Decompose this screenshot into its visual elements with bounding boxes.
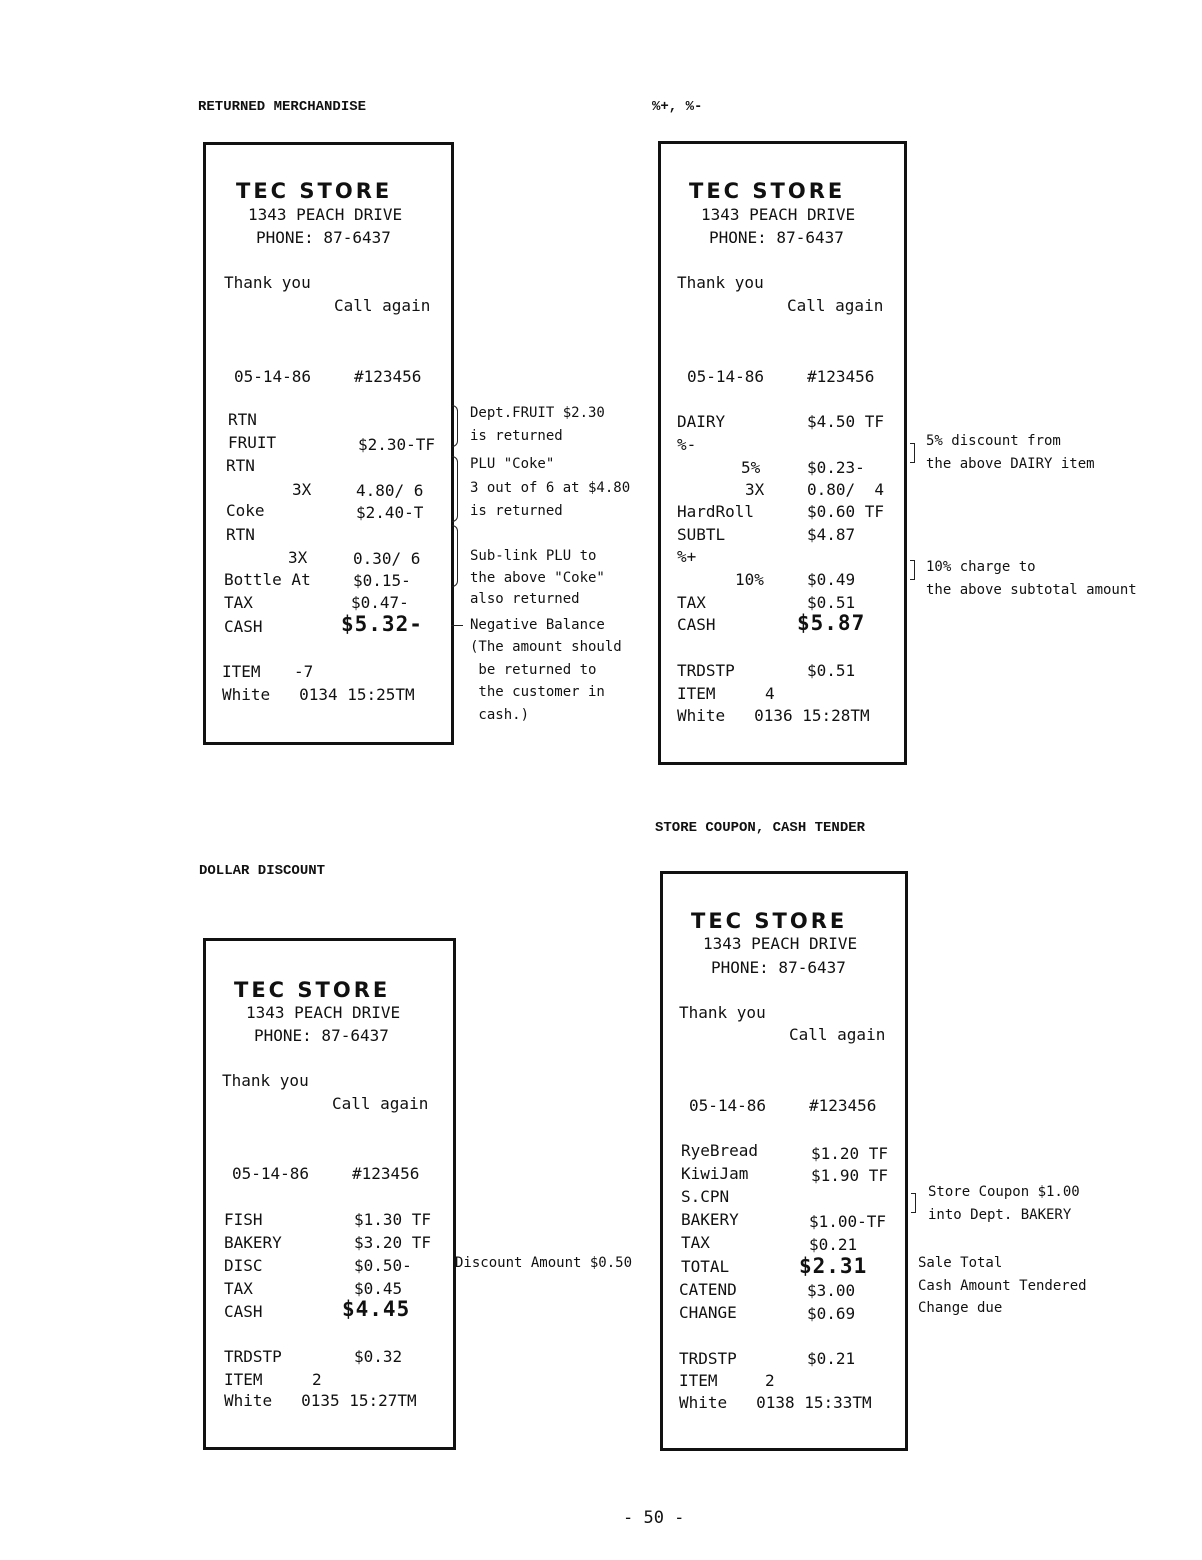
line-value: $0.23- <box>807 458 865 477</box>
item-count: 4 <box>765 684 775 703</box>
line-label: CASH <box>224 617 263 636</box>
line-value: $0.21 <box>809 1235 858 1254</box>
receipt-number: #123456 <box>807 367 875 386</box>
line-value: $0.50- <box>354 1256 412 1275</box>
note-line: Sub-link PLU to <box>470 548 597 564</box>
receipt-date: 05-14-86 <box>234 367 312 386</box>
receipt-number: #123456 <box>354 367 422 386</box>
receipt-date: 05-14-86 <box>689 1096 767 1115</box>
trdstp-value: $0.32 <box>354 1347 403 1366</box>
note-line: also returned <box>470 591 580 607</box>
note-line: Store Coupon $1.00 <box>928 1184 1080 1200</box>
store-address: 1343 PEACH DRIVE <box>701 205 856 224</box>
line-label: RTN <box>226 456 255 475</box>
store-name: TEC STORE <box>689 179 846 203</box>
line-value: $1.30 TF <box>354 1210 432 1229</box>
brace-coke <box>452 456 458 522</box>
note-line: is returned <box>470 428 563 444</box>
call-again: Call again <box>789 1025 886 1044</box>
bracket-charge <box>910 560 915 580</box>
receipt-returned <box>203 142 454 745</box>
note-line: the customer in <box>470 684 605 700</box>
section-title-percent: %+, %- <box>652 99 703 115</box>
line-label: SUBTL <box>677 525 726 544</box>
line-label: 3X <box>288 548 308 567</box>
line-label: CASH <box>677 615 716 634</box>
line-value: $0.15- <box>353 571 411 590</box>
cash-total: $5.87 <box>797 611 866 635</box>
call-again: Call again <box>787 296 884 315</box>
line-label: Bottle At <box>224 570 311 589</box>
line-value: $3.00 <box>807 1281 856 1300</box>
item-count: -7 <box>294 662 314 681</box>
trdstp-label: TRDSTP <box>679 1349 737 1368</box>
cash-total: $4.45 <box>342 1297 411 1321</box>
brace-fruit <box>452 405 458 447</box>
note-line: the above DAIRY item <box>926 456 1095 472</box>
store-address: 1343 PEACH DRIVE <box>248 205 403 224</box>
call-again: Call again <box>332 1094 429 1113</box>
line-label: RTN <box>228 410 257 429</box>
note-line: Dept.FRUIT $2.30 <box>470 405 605 421</box>
line-label: 3X <box>745 480 765 499</box>
receipt-date: 05-14-86 <box>687 367 765 386</box>
store-name: TEC STORE <box>236 179 393 203</box>
call-again: Call again <box>334 296 431 315</box>
trdstp-label: TRDSTP <box>224 1347 282 1366</box>
sale-total: $2.31 <box>799 1254 868 1278</box>
line-label: TAX <box>681 1233 710 1252</box>
line-value: $4.50 TF <box>807 412 885 431</box>
note-line: the above "Coke" <box>470 570 605 586</box>
store-phone: PHONE: 87-6437 <box>709 228 844 247</box>
item-label: ITEM <box>224 1370 263 1389</box>
line-value: $4.87 <box>807 525 856 544</box>
note-line: 10% charge to <box>926 559 1036 575</box>
line-value: $0.47- <box>351 593 409 612</box>
note-line: (The amount should <box>470 639 622 655</box>
store-phone: PHONE: 87-6437 <box>256 228 391 247</box>
store-name: TEC STORE <box>234 978 391 1002</box>
negative-balance-pointer <box>451 625 463 626</box>
receipt-footer: White 0136 15:28TM <box>677 706 870 725</box>
line-label: BAKERY <box>681 1210 739 1229</box>
line-value: $0.49 <box>807 570 856 589</box>
line-value: 0.80/ 4 <box>807 480 885 499</box>
receipt-date: 05-14-86 <box>232 1164 310 1183</box>
note-sale-total: Sale Total <box>918 1255 1003 1271</box>
line-value: 4.80/ 6 <box>356 481 424 500</box>
note-line: is returned <box>470 503 563 519</box>
item-label: ITEM <box>677 684 716 703</box>
receipt-number: #123456 <box>352 1164 420 1183</box>
line-label: Coke <box>226 501 265 520</box>
receipt-percent <box>658 141 907 765</box>
receipt-coupon <box>660 871 908 1451</box>
section-title-coupon: STORE COUPON, CASH TENDER <box>655 820 866 836</box>
item-label: ITEM <box>222 662 261 681</box>
thank-you: Thank you <box>677 273 764 292</box>
page-number: - 50 - <box>623 1508 685 1528</box>
item-label: ITEM <box>679 1371 718 1390</box>
cash-total: $5.32- <box>341 612 423 636</box>
line-value: $0.69 <box>807 1304 856 1323</box>
line-label: DAIRY <box>677 412 726 431</box>
thank-you: Thank you <box>224 273 311 292</box>
trdstp-value: $0.51 <box>807 661 856 680</box>
store-phone: PHONE: 87-6437 <box>254 1026 389 1045</box>
section-title-dollar: DOLLAR DISCOUNT <box>199 863 326 879</box>
line-label: KiwiJam <box>681 1164 749 1183</box>
item-count: 2 <box>312 1370 322 1389</box>
store-phone: PHONE: 87-6437 <box>711 958 846 977</box>
line-label: FRUIT <box>228 433 277 452</box>
receipt-dollar <box>203 938 456 1450</box>
line-value: $1.00-TF <box>809 1212 887 1231</box>
line-value: $2.30-TF <box>358 435 436 454</box>
trdstp-label: TRDSTP <box>677 661 735 680</box>
bracket-coupon <box>911 1193 916 1213</box>
note-discount-amount: Discount Amount $0.50 <box>455 1255 633 1271</box>
line-label: %+ <box>677 547 697 566</box>
line-value: $0.51 <box>807 593 856 612</box>
line-label: TOTAL <box>681 1257 730 1276</box>
line-label: CHANGE <box>679 1303 737 1322</box>
line-label: DISC <box>224 1256 263 1275</box>
line-value: $0.45 <box>354 1279 403 1298</box>
note-line: the above subtotal amount <box>926 582 1137 598</box>
line-label: RyeBread <box>681 1141 759 1160</box>
thank-you: Thank you <box>679 1003 766 1022</box>
line-label: %- <box>677 435 697 454</box>
note-change-due: Change due <box>918 1300 1003 1316</box>
brace-bottle <box>452 525 458 587</box>
line-value: $2.40-T <box>356 503 424 522</box>
line-label: 5% <box>741 458 761 477</box>
line-value: $1.90 TF <box>811 1166 889 1185</box>
store-address: 1343 PEACH DRIVE <box>246 1003 401 1022</box>
line-label: TAX <box>677 593 706 612</box>
item-count: 2 <box>765 1371 775 1390</box>
section-title-returned: RETURNED MERCHANDISE <box>198 99 367 115</box>
bracket-discount <box>910 443 915 463</box>
line-label: HardRoll <box>677 502 755 521</box>
line-label: 10% <box>735 570 764 589</box>
line-label: CATEND <box>679 1280 737 1299</box>
note-cash-tendered: Cash Amount Tendered <box>918 1278 1087 1294</box>
note-line: be returned to <box>470 662 597 678</box>
receipt-footer: White 0138 15:33TM <box>679 1393 872 1412</box>
note-line: Negative Balance <box>470 617 605 633</box>
trdstp-value: $0.21 <box>807 1349 856 1368</box>
line-value: $3.20 TF <box>354 1233 432 1252</box>
store-address: 1343 PEACH DRIVE <box>703 934 858 953</box>
receipt-number: #123456 <box>809 1096 877 1115</box>
line-label: S.CPN <box>681 1187 730 1206</box>
line-value: $1.20 TF <box>811 1144 889 1163</box>
note-line: 3 out of 6 at $4.80 <box>470 480 631 496</box>
line-value: $0.60 TF <box>807 502 885 521</box>
receipt-footer: White 0134 15:25TM <box>222 685 415 704</box>
note-line: into Dept. BAKERY <box>928 1207 1072 1223</box>
line-label: CASH <box>224 1302 263 1321</box>
note-line: 5% discount from <box>926 433 1061 449</box>
line-label: TAX <box>224 593 253 612</box>
line-label: TAX <box>224 1279 253 1298</box>
line-label: 3X <box>292 480 312 499</box>
line-label: RTN <box>226 525 255 544</box>
store-name: TEC STORE <box>691 909 848 933</box>
line-value: 0.30/ 6 <box>353 549 421 568</box>
line-label: BAKERY <box>224 1233 282 1252</box>
thank-you: Thank you <box>222 1071 309 1090</box>
note-line: cash.) <box>470 707 530 723</box>
note-line: PLU "Coke" <box>470 456 555 472</box>
line-label: FISH <box>224 1210 263 1229</box>
receipt-footer: White 0135 15:27TM <box>224 1391 417 1410</box>
